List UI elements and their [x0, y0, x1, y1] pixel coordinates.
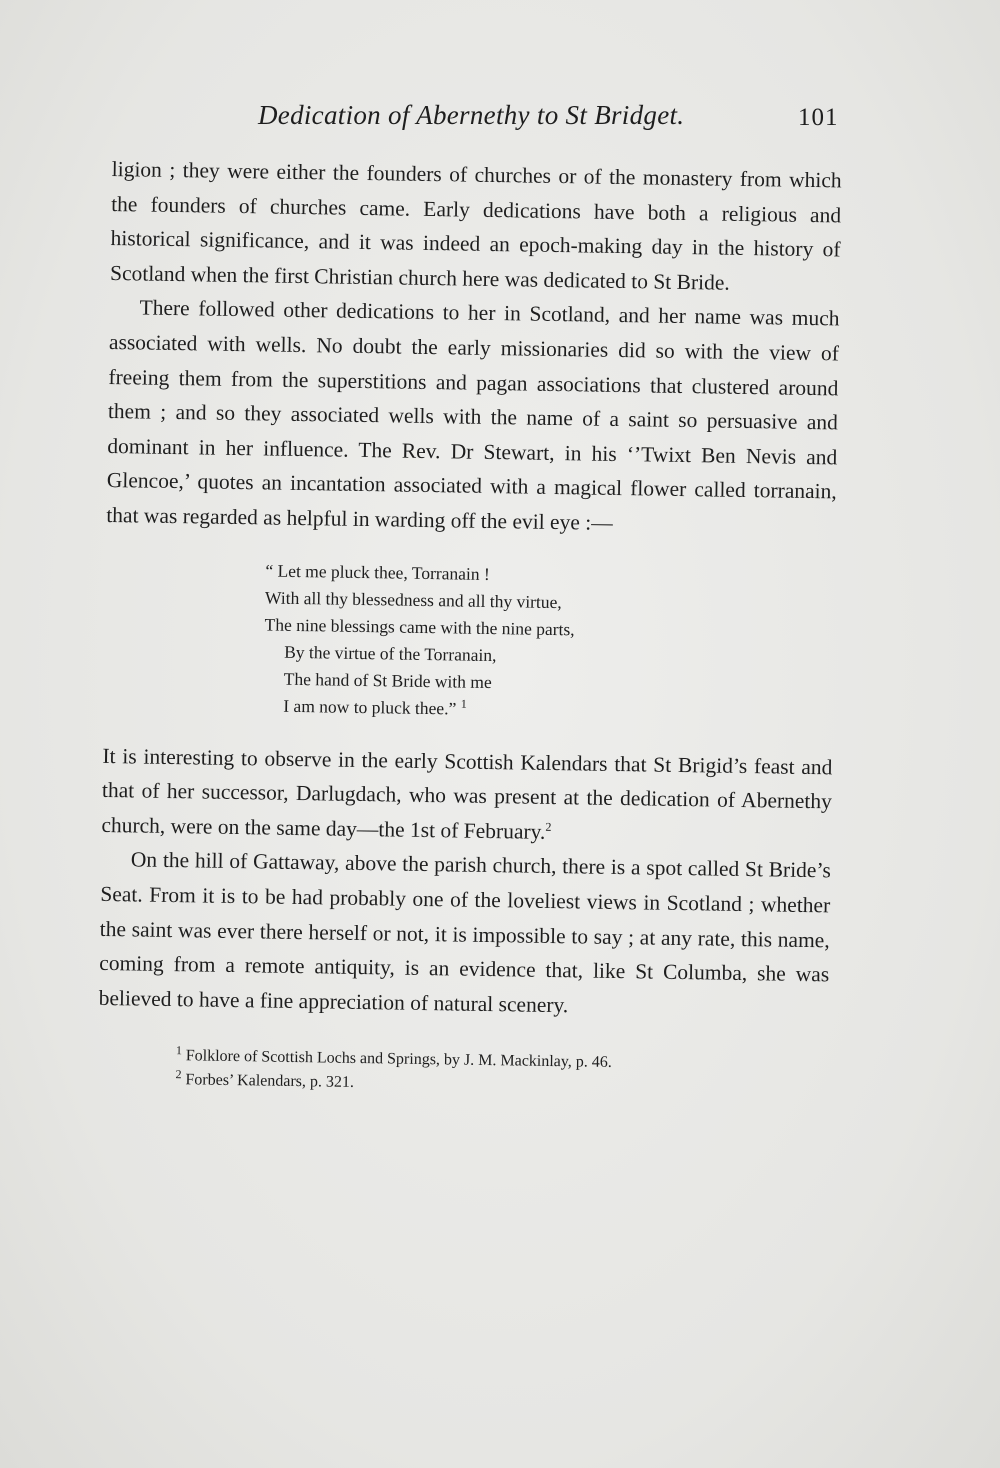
- verse-line: By the virtue of the Torranain,: [284, 641, 497, 665]
- footnote-text: Forbes’ Kalendars, p. 321.: [185, 1071, 355, 1092]
- body-text: [97, 152, 842, 1103]
- verse-line: The hand of St Bride with me: [283, 668, 492, 692]
- footnote-mark: 1: [175, 1043, 183, 1058]
- verse-line-text: I am now to pluck thee.”: [283, 695, 457, 719]
- footnote-reference: 1: [460, 696, 467, 711]
- paragraph-continuation: ligion ; they were either the founders of churches or of the monastery from which the founders of churches came. Early dedications have both a religious and historical significance, and it was indeed an epoch-making day in the history of Scotland when the first Christian church here was dedicated to St Bride.: [109, 156, 842, 295]
- paragraph-gattaway: On the hill of Gattaway, above the parish church, there is a spot called St Bride’s Seat. From it is to be had probably one of the loveliest views in Scotland ; whether the saint was ever there herself or not, it is impossible to say ; at any rate, this name, coming from a remote antiquity, is an evidence that, like St Columba, she was believed to have a fine appreciation of natural scenery.: [98, 847, 831, 1017]
- paragraph-kalendars: [101, 738, 833, 853]
- paragraph-kalendars-text: It is interesting to observe in the early Scottish Kalendars that St Brigid’s feast and that of her successor, Darlugdach, who was present at the dedication of Abernethy church, were on the same day—the 1st of February.: [101, 743, 833, 844]
- footnote-text: Folklore of Scottish Lochs and Springs, by J. M. Mackinlay, p. 46.: [185, 1047, 612, 1072]
- page-number: 101: [798, 104, 839, 131]
- verse-line: With all thy blessedness and all thy virtue,: [264, 586, 562, 612]
- verse-line: “ Let me pluck thee, Torranain !: [265, 559, 490, 584]
- footnote-reference: 2: [545, 819, 552, 834]
- running-title: Dedication of Abernethy to St Bridget.: [258, 100, 685, 130]
- verse-line: The nine blessings came with the nine parts,: [264, 613, 575, 639]
- footnote-mark: 2: [175, 1067, 182, 1082]
- page-header: [0, 100, 1000, 140]
- paragraph-wells: There followed other dedications to her in Scotland, and her name was much associated with wells. No doubt the early missionaries did so with the view of freeing them from the superstitions and pagan associations that clustered around them ; and so they associated wells with the name of a saint so persuasive and dominant in her influence. The Rev. Dr Stewart, in his ‘’Twixt Ben Nevis and Glencoe,’ quotes an incantation associated with a magical flower called torranain, that was regarded as helpful in warding off the evil eye :—: [106, 295, 840, 535]
- footnotes: [175, 1044, 828, 1102]
- incantation-verse: [263, 557, 835, 728]
